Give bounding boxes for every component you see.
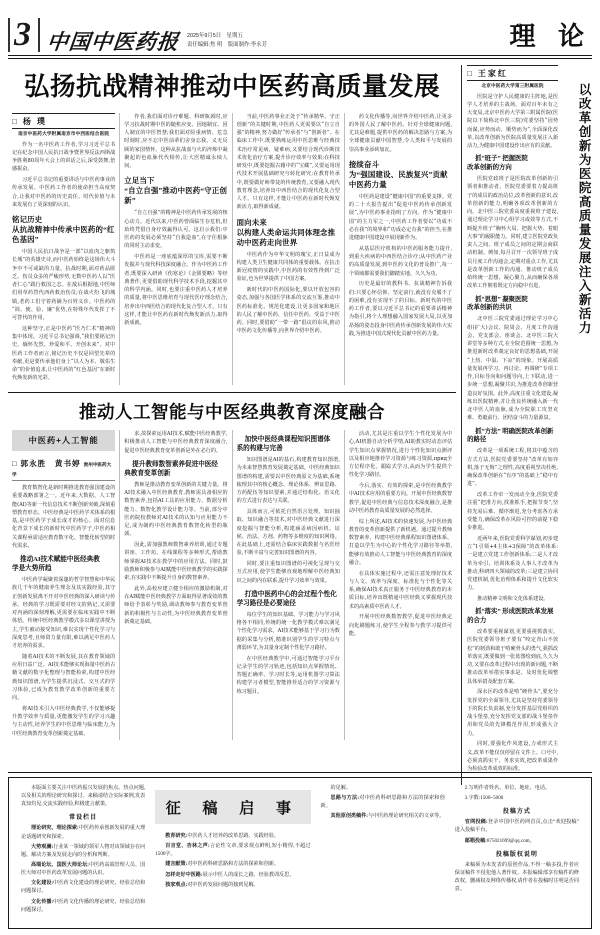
paragraph: 这种坚守,正是中医药“医乃仁术”精神的集中体现。习近平总书记强调,“我们要铭记历史、缅怀先烈、珍爱和平、开创未来”。对中医药工作者而言,铭记历史不仅是回望先辈的奉献,更是要传承他们身上“以人为本、敬佑生命”的价值追求,让中医药的“红色基因”在新时代焕发新的光彩。	[12, 325, 116, 382]
subheading-line: 系的构建与完善	[236, 445, 283, 453]
paragraph: 历史是最好的教科书。抗战精神告诉我们:只要心怀信仰、坚定前行,就没有克服不了的困难,没有实现不了的目标。新时代的中医药工作者,要以习近平总书记的重要讲话精神为指引,将个人理想融入国家发展大局,以更加昂扬的姿态投身中医药传承创新发展的伟大实践,为推进中国式现代化贡献中医药力量。	[348, 281, 453, 337]
paragraph: 教师是推动教育变革创新的关键力量。将AI技术融入中医经典教育,教师需具备相应的数智素养,包括AI工具的应用能力、数据分析能力、数智化教学设计能力等。当前,部分中医药院校教师对AI技术的认知与应用能力不足,成为制约中医经典教育数智化转型的瓶颈。	[124, 481, 228, 538]
lead-column-3	[232, 113, 344, 385]
subheading-line: 抓“班子” 把握医院	[475, 155, 528, 163]
second-columns	[8, 430, 456, 740]
notice-item	[321, 812, 445, 820]
copyright-heading: 投稿版权说明	[495, 851, 538, 858]
paragraph: 求,故探索运用AI技术,赋能中医经典教学,积极推动人工智能与中医经典教育深度融合,促进中医经典教育变革创新是外在必行的。	[124, 431, 228, 454]
second-subheading-3	[237, 435, 340, 453]
paragraph: 中医药是一座底蕴深厚的宝库,需要不断发掘并与现代科技深度融合。作为中医药工作者,既要深入研读《伤寒论》《金匮要略》等经典著作,更要借助现代科学技术手段,挖掘其中的科学内涵。同时,也要注重中医药人才培养的质量,将中医思维培育与现代医疗理念结合,培养出中西医结合的现代化复合型人才。只有这样,才能让中医药在新时代焕发新活力,取得新成就。	[124, 254, 228, 326]
notice-item-desc: 对中医药科研思路和方法的探索和创新。	[320, 795, 445, 810]
notice-item	[155, 832, 310, 840]
subheading-line: 抓“方法” 明确医院改革创新的路径	[467, 427, 554, 444]
notice-item-desc: 与中医药理论研究相关的文章等。	[367, 813, 445, 820]
notice-column-left	[16, 784, 150, 922]
paragraph: 医院党政班子是医院改革创新的引领者和推动者。医院党委要着力提高班子的成员的政治站位,改革创新的意识,改革创新的能力,明确各项改革创新的方向。北中医三院党委高度重视班子建设,通过理论学习中心组学习或效等方式,不断提升班子“胸怀大局、把握大势、着眼大事”的履职能力。同时,建立医院党政负责人之间、班子成员之间的定期会商联动机制。例如,每月召开一次领导班子成员月度工作沟通会,定期对重点工作,尤其是改革创新工作的沟通、推动班子成员始终统一思想、凝心聚力,从而确保各项改革工作朝着既定方向稳中有进。	[467, 176, 559, 290]
paragraph: “自立自强”的精神是中医药传承发展的核心动力。近代以来,中医药曾面临生存危机,但始终凭借自身疗效赢得认可。这启示我们:中医药的发展必须坚持“自我造血”,在守住根脉的同时主动求变。	[124, 210, 228, 250]
subheading-line: 抓“思想” 凝聚医院	[475, 295, 528, 303]
paragraph: 推动精神文明和文化体系建设。	[477, 596, 549, 603]
second-column-2	[119, 430, 231, 740]
notice-item	[155, 871, 310, 879]
sidebar-subheading-1	[467, 155, 558, 172]
paragraph: 同时,要注重知识图谱的可视化呈现与交互式应用,使学生能够直观地理解中医经典知识之间的内在联系,提升学习效率与效果。	[236, 561, 340, 584]
paragraph: 习近平总书记的重要讲话与中医药事业的传承发展、中医药工作者的使命担当高度契合,让我对中医药的历史责任、时代价值与未来发展有了更深刻的认识。	[12, 177, 116, 208]
notice-item-title: 百言堂、杏林之声:	[165, 843, 210, 850]
notice-column-mid	[150, 784, 315, 922]
notice-item-desc: 中医药文化建设的理论研究、经验总结和问题探讨。	[21, 880, 146, 895]
lead-article	[8, 65, 456, 386]
sidebar-author: □ 王家红	[467, 68, 508, 78]
paragraph: 中医药学凝聚着深邃的哲学智慧和中华民族几千年的健康养生理念及其实践经验,其守正创新发展离不开对中医经典的深入研读与传承。经典的学习既需要对经文的熟记,又需要对内涵的深刻理解,更需要在临床实践中不断体悟。传统中医经典教学模式多以课堂讲授为主,学生被动接受知识,难以实现个性化学习与深度思考,且师资力量有限,难以满足中医药人才培养的需求。	[12, 577, 116, 650]
main-content-zone	[8, 65, 456, 785]
notice-item-desc: 言论性文章,要求观点鲜明,短小精悍,不超过1500字。	[155, 843, 311, 858]
notice-item	[455, 818, 579, 834]
paragraph: 每位学生的知识基础、学习能力与学习风格各不相同,传统的统一化教学模式难以满足个性化学习需求。AI技术能够基于学习行为数据的采集与分析,精准识别学生的学习特点与薄弱环节,为其量身定制个性化学习路径。	[236, 611, 340, 651]
paragraph: 医院是守护人民健康的主阵地,是医学人才培养的主战场。面对百年未有之大变局,北京中医药大学第三附属医院(医院以下简称北中医三院)党委坚持“因势而谋,应势而动、顺势而为”,全面深化改革,以改革创新为医院高质量发展注入新活力,为健康中国建设作出应有的贡献。	[467, 93, 559, 149]
notice-item-desc: 的见解。	[330, 785, 351, 791]
second-subheading-4	[237, 590, 340, 608]
second-headline: 推动人工智能与中医经典教育深度融合	[79, 402, 386, 422]
requirement-item: 3.字数:1500~5000	[464, 795, 504, 802]
paragraph: 因此,需加强教师数智素养培训,通过专题讲座、工作坊、在线课程等多种形式,帮助教师掌握AI技术在教学中的应用方法。同时,鼓励教师积极参与AI赋能中医经典教学的实践探索,在实践中不断提升自身的数智素养。	[124, 542, 228, 582]
notice-item-desc: 中医药高端管理人员、国医大师对中医药改革发展问题的认识。	[21, 861, 146, 877]
notice-item-title: 大势观澜:	[31, 843, 54, 850]
paragraph: 随着AI技术的不断发展,其在教育领域的应用日益广泛。AI技术能够实现海量中医药古籍文献的数字化整理与智能检索,构建中医经典知识图谱,为学生提供沉浸式、交互式的学习体验,已成为教育教学改革创新的重要方向。	[12, 653, 116, 702]
paragraph: 本版面主要关注中医药振兴发展的焦点、热点问题,以及相关的理论研究和探讨。来稿请结合实际案例,发表真知灼见,交流实践经验,积极建言献策。	[21, 785, 146, 808]
editor-credits: 责任编辑:焦 明 版面制作:李永芳	[187, 41, 267, 48]
subheading-line: 改革创新的方向	[467, 163, 512, 171]
publication-date: 2025年9月5日 星期五	[187, 32, 243, 39]
notice-top-divider	[8, 772, 592, 773]
notice-item-title: 理论研究、理论探索:	[31, 825, 79, 832]
lead-column-1	[8, 113, 119, 385]
notice-item	[21, 843, 145, 859]
sidebar-article	[467, 65, 592, 785]
notice-item	[21, 824, 145, 840]
paragraph: 改革要重视谋划,更要重视抓落实。医院党委领导班子要有“咬定青山不放松”的韧劲和敢于啃硬骨头的勇气,狠抓改革落实,既要做到一张蓝图绘到底,久久为功,又要在改革过程中出现的新问题,不断推动改革举措实事求是、及时优化调整具体举措及配套方案。	[467, 629, 559, 685]
paragraph: 知识图谱是AI的基石,构建教育知识图谱,为未来智慧教育发展奠定基础。中医经典知识图谱的构建,需要以中医经典原文为基础,系统梳理其中的核心概念、理论体系、辨证思路、方药配伍等知识要素,并通过结构化、语义化的方式进行表达与关联。	[236, 457, 340, 505]
lead-subheading-3	[237, 218, 340, 248]
lead-byline	[12, 113, 115, 129]
paragraph: 将AI技术引入中医经典教学,不仅能够提升教学效率与质量,更能激发学生的学习兴趣与主动性,培养学生的中医思维与临床能力,为中医经典教育变革创新奠定基础。	[12, 705, 116, 737]
lead-author: □ 杨 璞	[12, 116, 47, 126]
notice-banner	[155, 790, 310, 824]
subheading-line: 打造中医药中心的会过程个性化	[244, 590, 337, 598]
notice-item-title: 建言献策:	[165, 861, 188, 868]
subheading-line: 学习路径是必要途径	[236, 600, 296, 608]
notice-column-mid2	[316, 784, 450, 922]
subheading-line: 抓“落实” 形成医院改革发展的合力	[467, 608, 554, 624]
paragraph: 中医药作为中华文明的瑰宝,正日益成为构建人类卫生健康共同体的重要载体。在抗击新冠疫情的实践中,中医药的有效性得到广泛验证,也为世界提供了中国方案。	[236, 251, 340, 283]
paragraph: 作为一名中医药工作者,学习习近平总书记在纪念中国人民抗日战争暨世界反法西斯战争胜利80周年大会上的讲话之后,深受鼓舞,倍感振奋。	[12, 141, 116, 173]
submission-method-heading: 投稿方式	[502, 809, 531, 816]
section-title: 理 论	[509, 22, 592, 51]
lead-columns	[8, 113, 456, 385]
column-divider	[461, 65, 462, 785]
notice-item-desc: 875021699@qq.com。	[486, 837, 535, 844]
subheading-line: “自立自强”推动中医药“守正创新”	[124, 186, 228, 206]
notice-banner-title: 征 稿 启 事	[165, 800, 301, 817]
second-article	[8, 392, 456, 740]
notice-item-desc: 登录中国中医药网首页,点击“欢迎投稿”进入投稿平台。	[454, 819, 579, 834]
paragraph: 药文化传播等,向世界介绍中医药,让更多的外国人民了解中医药。针对全球健康问题,尤其是难题,提供中医药的解决思路与方案,为全球健康贡献中国智慧,令人类和平与发展的崇高事业添砖加瓦。	[348, 113, 453, 153]
paragraph: 改革是一项系统工程,将其中蕴含的方式方法,医院党委要坚持“改革有如弈棋,落子无悔”之理性,高度重视坚决杜绝,确保改革创新在“有序”的基础上“稳中有进”。	[467, 448, 559, 488]
notice-item-desc: 中医药传承创新发展的重大理论话题研究和探索。	[21, 825, 146, 840]
notice-item	[321, 794, 445, 810]
notice-column-right	[450, 784, 584, 922]
submission-notice	[8, 777, 592, 929]
lead-column-2	[119, 113, 231, 385]
paragraph: 新时代的中医药国际化,要以开放包容的姿态,加强与各国医学体系的交流互鉴,推动中医药标准化、规范化建设,让更多国家和地区的人民了解中医药、信任中医药、受益于中医药。同时,要借助“一带一路”倡议的东风,推动中医药文化传播等,向世界介绍中医药。	[236, 287, 340, 335]
notice-item-desc: 中医药文化传播的理论研究、经验总结和问题探讨。	[21, 898, 146, 913]
paragraph: 在中医经典教学中,可通过智能学习平台记录学生的学习轨迹,包括知识点掌握情况、答题正确率、学习时长等,运用机器学习算法构建学习者模型,智能推荐适合的学习资源与练习题目。	[236, 655, 340, 695]
notice-item-title: 高端论坛、国医大师论坛:	[31, 861, 89, 868]
paragraph: 活动,尤其是注重以学生个性化发展为中心,AI机器自动分析学情,AI助教实时动态评估学生知识点掌握情况,进行个性化知识点测评以及相应地推荐学习资源与练习资源,прид全方位程序化、跟踪式学习,从而为学生提供个性化学习路径。	[348, 431, 453, 479]
notice-item-title: 文化建设:	[31, 880, 54, 887]
notice-item	[21, 898, 145, 914]
sidebar-subheading-4	[467, 608, 558, 625]
paragraph: 作者,我们面对诊疗难题、科研瓶颈时,应学习抗战时期中医的随机应变、因地制宜、因人制宜的中医智慧;我们面对险重病情、危急时刻时,应不忘中医前辈们舍身忘我、义无反顾的家国情怀。这种从抗战血与火的淬炼中凝聚起的色血脉代代相传,让大医精诚永续人间。	[124, 113, 228, 170]
subheading-line: 加快中医经典课程知识图谱体	[244, 436, 331, 444]
subheading-line: 学是大势所趋	[12, 565, 52, 573]
notice-item-desc: 中医药人才培养的改革思路、实践经验。	[187, 833, 280, 839]
notice-item	[21, 861, 145, 877]
second-subheading-1	[12, 555, 115, 573]
second-subheading-2	[124, 460, 227, 478]
paragraph: 近两年来,医院党委科学谋划,初步建立“1引领+4主体+3保障”的改革体系:一是建立党建工作创新体系;二是人才改革为牵引、培训体系及人事人才改革为推动,科研四大领域的改革;三是建立协同党建机制,优化治理体系和提升文化软实力。	[467, 535, 559, 592]
lead-affiliation: 南京中医药大学附属南京市中西医结合医院	[18, 130, 110, 136]
second-author: □ 郭永胜 黄书婷	[12, 459, 81, 469]
masthead-rule	[8, 55, 592, 56]
lead-subheading-4	[349, 160, 452, 190]
paragraph: 从基层医疗机构的中医药服务能力提升,到重大疾病的中西医结合诊疗;从中医药产业的高质量发展,到中医药文化的普及推广,每一个领域都需要我们脚踏实地、久久为功。	[348, 245, 453, 277]
notice-item-title: 教育研究:	[165, 833, 188, 839]
sidebar-byline	[467, 65, 558, 81]
sidebar-affiliation: 北京中医药大学第三附属医院	[481, 82, 544, 88]
subheading-line: 典教育变革创新	[124, 470, 171, 478]
lead-column-4	[344, 113, 456, 385]
page-number: 3	[8, 18, 40, 52]
paragraph: 此外,高校应建立健全相应的激励机制,对在AI赋能中医经典教学方面取得显著成效的教师给予表彰与奖励,调动教师参与教育变革创新的积极性与主动性,为中医经典教育变革创新奠定基础。	[124, 585, 228, 625]
notice-item-title: 文化传播:	[31, 898, 54, 905]
lead-subheading-2	[124, 176, 227, 206]
paragraph: 今后,落实、有效的探索,是中医经典教学中AI技术应用的重要方向。开展中医经典数智教学,促进中医经典与信息技术深度融合,是推动中医药教育高质量发展的必然选择。	[348, 483, 453, 514]
paper-name: 中国中医药报	[45, 29, 181, 54]
notice-item-title: 怎样走好中医路:	[165, 871, 203, 878]
notice-item-title: 其他原创类稿件:	[330, 813, 368, 820]
notice-columns-heading: 常设栏目	[69, 815, 98, 822]
page-body	[8, 65, 592, 785]
second-column-3	[232, 430, 344, 740]
paragraph: 综上所述,AI技术的快速发展,为中医经典教育的变革创新提供了新机遇。通过提升教师数智素养、构建中医经典课程知识图谱体系、打造以学生为中心的个性化学习路径等举措,能够有效推动人工智能与中医经典教育的深度融合。	[348, 518, 453, 566]
notice-item-title: 独家观点:	[165, 881, 188, 888]
notice-item	[155, 842, 310, 858]
second-column-1	[8, 430, 119, 740]
subheading-line: 提升教师数智素养促进中医经	[132, 460, 218, 468]
subheading-line: 接续奋斗	[348, 159, 380, 169]
second-column-4	[344, 430, 456, 740]
notice-item	[321, 784, 445, 792]
subheading-line: 改革创新的共识	[467, 304, 512, 312]
paragraph: 当前,中医药事业正处于“传承精华、守正创新”的关键时期,中医药人更需要以“自立自强”的精神,努力做好“传承者”与“创新者”。在临床工作中,既要熟练运用中医思维与经典技术治疗常见病、疑难病,又要结合现代诊断技术优化治疗方案,提升诊疗效率与效果;在科技研发中,既要挖掘古籍中的“宝藏”,又要运用现代技术开展基础研究与转化研究;在教育传承中,既要做好师带徒的传统教育,又要融入现代教育理念,培养出中西医结合的现代化复合型人才。只有这样,才能让中医药在新时代焕发新活力,取得新成就。	[236, 113, 340, 211]
subheading-line: 面向未来	[236, 217, 267, 227]
subheading-line: 推动AI技术赋能中医经典教	[20, 556, 100, 564]
subheading-line: 从抗战精神中传承中医药的“红色基因”	[12, 225, 115, 245]
subheading-line: 铭记历史	[12, 215, 43, 225]
topic-badge: 中医药+人工智能	[12, 430, 115, 451]
masthead	[8, 0, 592, 52]
notice-item	[21, 879, 145, 895]
paragraph: 同时,要强化作风建设,力戒形式主义,改革不能仅仅停留在文件上、口号中,必须真抓实干、务求实效,把改革成果作为检验改革成效的标准。	[467, 741, 559, 773]
notice-item-title: 官网投稿:	[464, 819, 488, 826]
paragraph: 在具体实施过程中,还需注意处理好技术与人文、效率与深度、标准化与个性化等关系,确保AI技术真正服务于中医经典教育的本质目标,培养出既精通中医经典又掌握现代技术的高素质中医药人才。	[348, 570, 453, 610]
paragraph: 具体而言,可依托自然语言处理、知识抽取、知识融合等技术,对中医经典文献进行深度挖掘与智能分析,构建涵盖病因病机、证候、治法、方剂、药物等多维度的知识网络。在此基础上,还需结合临床实践数据与名医经验,不断丰富与完善知识图谱的内容。	[236, 509, 340, 557]
second-affiliation: 贵州中医药大学	[12, 462, 112, 478]
sidebar-vertical-title: 以改革创新为医院高质量发展注入新活力	[577, 82, 592, 335]
sidebar-subheading-3	[467, 428, 558, 445]
lead-subheading-1	[12, 215, 115, 245]
paragraph: 改革工作牵一发而动全身,医院党委注重“把准方向,找准抓手,把握节奏”,坚持先易后难、循序渐进,充分考虑各方承受能力,确保改革在风险可控的前提下稳步推进。	[467, 492, 559, 532]
second-byline	[12, 458, 115, 478]
notice-item-desc: 对中医药科研思路和方法的探索和创新。	[187, 861, 280, 868]
subheading-line: 以构建人类命运共同体理念推动中医药走向世界	[236, 227, 336, 247]
sidebar-text-column	[467, 65, 561, 785]
lead-headline: 弘扬抗战精神推动中医药高质量发展	[24, 71, 441, 101]
masthead-rule-thin	[8, 58, 592, 59]
masthead-meta	[187, 32, 267, 52]
paragraph: 开展中医经典数智教学,促进中医经典定向化刷题练习,使学生全程参与教学习提供可能。	[348, 614, 453, 637]
notice-item	[455, 837, 579, 845]
paragraph: 深水区的改革是啃“硬骨头”,要充分发挥党的全面领导,尤其是坚持党委领导下的院长负责制,充分发挥基层党组织的战斗堡垒,充分发挥党支部的战斗堡垒作用和党员的先锋模范作用,形成强大合力。	[467, 689, 559, 737]
paragraph: 来稿须为未发表的原创作品,不得一稿多投,作者应保证稿件不侵犯他人著作权。本报编辑部享有稿件的修改权、删减权及网络传播权,请作者在投稿时注明是否同意。	[454, 861, 579, 893]
paragraph: 北中医三院党委通过理论学习中心组(扩大)会议、院周会、月度工作沟通会、党支部会、座谈会、北中医三院大讲堂等多种方式,在全院范围统一思想,为推进新时改革奠定良好的思想基础,开展“上热、中温、下凉”的现象。开展高质量发展再学习、再讨论、再调研”专项工作,目标导向和问题导向,上下联动,进一步统一思想,凝聚共识,为推进改革创新营造良好氛围。此外,高度注重文化建设,凝练出医院精神,并让优良传统融入新一代北中医人的血脉,成为全院职工攻坚克难、勇毅前行、团结奋斗的力量源泉。	[467, 316, 559, 422]
notice-item-desc: 展示中医人的成长之路、经验教训反思。	[202, 871, 295, 878]
sidebar-subheading-2	[467, 296, 558, 313]
notice-item-title: 邮箱投稿:	[464, 837, 487, 844]
paragraph: 教育数智化是新时期推进教育强国建设的重要战略部署之一。近年来,大数据、人工智能(AI)等新一代信息技术不断创新突破,深刻重塑教育形态。中医经典是中医药学术体系的根基,是中医药学子成长成才的核心。面对信息化背景下成长的新时代中医药学子,中医药相关课程亟需适应教育数字化、智能化转型的时代需求。	[12, 485, 116, 549]
notice-item-title: 思路与方法:	[330, 795, 360, 802]
notice-item	[155, 881, 310, 889]
subheading-line: 为“强国建设、民族复兴”贡献中医药力量	[348, 169, 448, 189]
paragraph: 中国人民抗日战争是一部“以血肉之躯筑长城”的英雄史诗,而中医药始终是这场伟大斗争中不可或缺的力量。抗战时期,面对药品匮乏、伤员众多的严峻形势,无数中医药人以“医者仁心”践行救国之志。在敌后根据地,中医师们用草药替代西药救治伤员;在战火纷飞的城镇,老药工们守着药铺为百姓义诊。中医药的“简、便、验、廉”优势,在特殊年代发挥了不可替代的作用。	[12, 249, 116, 321]
byline-rule	[12, 480, 115, 481]
notice-item-desc: 对中医药发展问题的独到见解。	[187, 881, 259, 888]
notice-item	[155, 860, 310, 868]
subheading-line: 立足当下	[124, 176, 155, 186]
paragraph: 中医药是建设“健康中国”的重要支撑。党的二十大报告提出“促进中医药传承创新发展”,为中医药事业指明了方向。作为“健康中国”的主力军之一,中医药工作者要以“功成不必在我”的境界和“功成必定有我”的担当,在推进健康中国建设中展现新作为。	[348, 193, 453, 241]
notice-item-desc: 行业某一领域的领军人物对该领域存在问题、解决方案及发展走向的分析和判断。	[21, 843, 146, 858]
requirement-item: 2.写明作者姓名、单位、地址、电话。	[464, 785, 551, 791]
